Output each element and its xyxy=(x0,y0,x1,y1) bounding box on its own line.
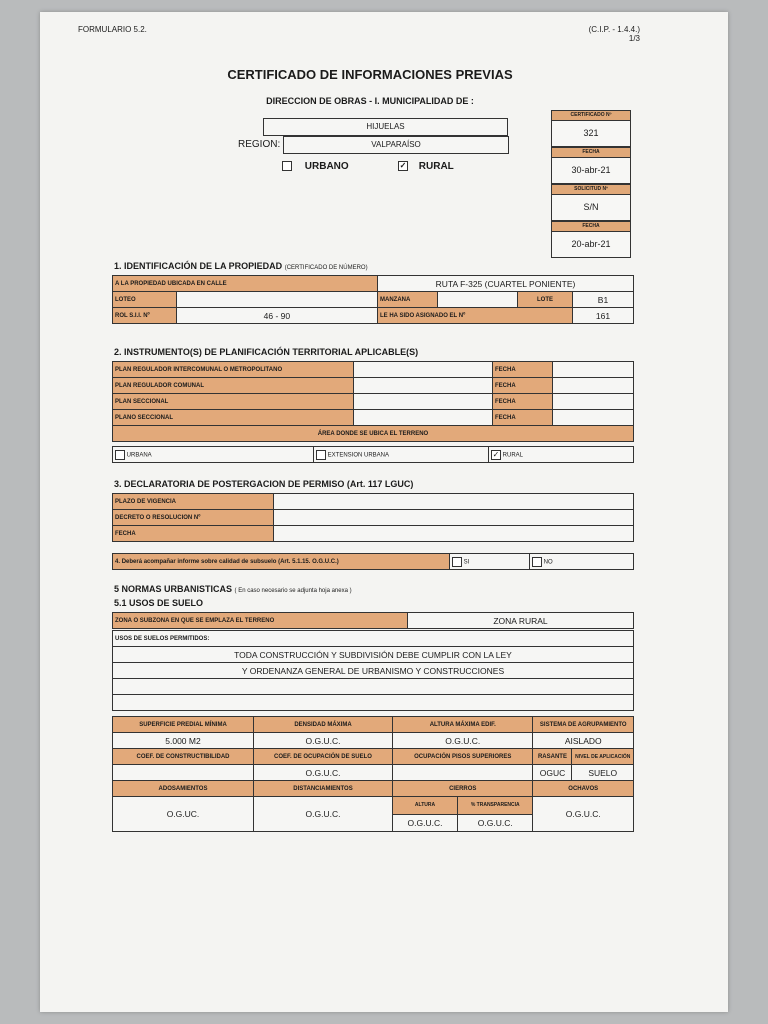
page-number: 1/3 xyxy=(628,34,640,43)
rural-option xyxy=(398,161,454,172)
urbana-label: URBANA xyxy=(126,452,152,459)
si-checkbox xyxy=(452,557,462,567)
urbana-option xyxy=(113,447,314,463)
section-5-note: ( En caso necesario se adjunta hoja anexa ) xyxy=(234,588,352,594)
manzana-label: MANZANA xyxy=(378,292,438,308)
loteo-label: LOTEO xyxy=(113,292,177,308)
adosamientos-value: O.G.UC. xyxy=(113,797,254,832)
cert-number: 321 xyxy=(551,121,631,147)
rol-value: 46 - 90 xyxy=(176,308,377,324)
subsoil-text: Deberá acompañar informe sobre calidad de subsuelo (Art. 5.1.15. O.G.U.C.) xyxy=(121,558,339,565)
uses-line-3 xyxy=(113,679,634,695)
extension-label: EXTENSION URBANA xyxy=(327,452,390,459)
cert-number-label: CERTIFICADO Nº xyxy=(551,110,631,121)
document-subtitle: DIRECCION DE OBRAS - I. MUNICIPALIDAD DE : xyxy=(266,96,474,106)
rol-label: ROL S.I.I. Nº xyxy=(113,308,177,324)
density-header: DENSIDAD MÁXIMA xyxy=(254,717,393,733)
section-3-title: 3. DECLARATORIA DE POSTERGACION DE PERMISO (Art. 117 LGUC) xyxy=(114,479,414,489)
rural-area-label: RURAL xyxy=(502,452,524,459)
min-area-value: 5.000 M2 xyxy=(113,733,254,749)
level-header: NIVEL DE APLICACIÓN xyxy=(572,749,634,765)
section-5-title xyxy=(114,584,352,594)
extension-option xyxy=(314,447,489,463)
upper-floors-value xyxy=(393,765,533,781)
uses-line-4 xyxy=(113,695,634,711)
plano-seccional-value xyxy=(354,410,493,426)
section-5-heading: 5 NORMAS URBANISTICAS xyxy=(114,584,233,594)
rasante-header: RASANTE xyxy=(533,749,572,765)
form-code xyxy=(560,25,640,43)
fecha-value xyxy=(553,394,634,410)
fecha-label: FECHA xyxy=(493,378,553,394)
constructibility-value xyxy=(113,765,254,781)
uses-line-2: Y ORDENANZA GENERAL DE URBANISMO Y CONSTRUCCIONES xyxy=(113,663,634,679)
municipality-field: HIJUELAS xyxy=(263,118,508,136)
constructibility-header: COEF. DE CONSTRUCTIBILIDAD xyxy=(113,749,254,765)
density-value: O.G.U.C. xyxy=(254,733,393,749)
occupancy-header: COEF. DE OCUPACIÓN DE SUELO xyxy=(254,749,393,765)
uses-line-1: TODA CONSTRUCCIÓN Y SUBDIVISIÓN DEBE CUMPLIR CON LA LEY xyxy=(113,647,634,663)
no-checkbox xyxy=(532,557,542,567)
uses-label: USOS DE SUELOS PERMITIDOS: xyxy=(113,631,634,647)
zone-value: ZONA RURAL xyxy=(408,613,634,629)
postponement-table xyxy=(112,493,634,542)
rural-area-checkbox: ✓ xyxy=(492,449,500,459)
fecha-label: FECHA xyxy=(493,410,553,426)
plan-seccional-label: PLAN SECCIONAL xyxy=(113,394,354,410)
section-2-title: 2. INSTRUMENTO(S) DE PLANIFICACIÓN TERRITORIAL APLICABLE(S) xyxy=(114,347,419,357)
assigned-number-label: LE HA SIDO ASIGNADO EL Nº xyxy=(378,308,573,324)
plan-comunal-label: PLAN REGULADOR COMUNAL xyxy=(113,378,354,394)
decreto-label: DECRETO O RESOLUCION Nº xyxy=(113,510,274,526)
plazo-value xyxy=(274,494,634,510)
distanciamientos-header: DISTANCIAMIENTOS xyxy=(254,781,393,797)
lote-value: B1 xyxy=(573,292,634,308)
grouping-value: AISLADO xyxy=(533,733,634,749)
cierros-transparency-header: % TRANSPARENCIA xyxy=(458,797,533,815)
decreto-value xyxy=(274,510,634,526)
urbano-option xyxy=(282,161,349,172)
assigned-number-value: 161 xyxy=(573,308,634,324)
fecha-label: FECHA xyxy=(493,362,553,378)
grouping-header: SISTEMA DE AGRUPAMIENTO xyxy=(533,717,634,733)
si-label: SI xyxy=(463,559,470,566)
section-5-1-title: 5.1 USOS DE SUELO xyxy=(114,598,204,608)
street-value: RUTA F-325 (CUARTEL PONIENTE) xyxy=(378,276,634,292)
cert-date: 30-abr-21 xyxy=(551,158,631,184)
distanciamientos-value: O.G.U.C. xyxy=(254,797,393,832)
subsoil-si xyxy=(450,554,530,570)
rasante-value: OGUC xyxy=(533,765,572,781)
fecha-value xyxy=(553,362,634,378)
rural-checkbox: ✓ xyxy=(399,161,407,171)
upper-floors-header: OCUPACIÓN PISOS SUPERIORES xyxy=(393,749,533,765)
no-label: NO xyxy=(543,559,553,566)
height-value: O.G.U.C. xyxy=(393,733,533,749)
subsoil-no xyxy=(530,554,634,570)
fecha-3-value xyxy=(274,526,634,542)
urbano-checkbox xyxy=(282,161,292,171)
fecha-3-label: FECHA xyxy=(113,526,274,542)
request-number: S/N xyxy=(551,195,631,221)
rural-area-option xyxy=(489,447,634,463)
form-number: FORMULARIO 5.2. xyxy=(78,25,147,34)
fecha-value xyxy=(553,378,634,394)
ochavos-header: OCHAVOS xyxy=(533,781,634,797)
lote-label: LOTE xyxy=(518,292,573,308)
manzana-value xyxy=(438,292,518,308)
ochavos-value: O.G.U.C. xyxy=(533,797,634,832)
cierros-height-header: ALTURA xyxy=(393,797,458,815)
region-field: VALPARAÍSO xyxy=(283,136,509,154)
cierros-height-value: O.G.U.C. xyxy=(393,814,458,832)
loteo-value xyxy=(176,292,377,308)
urbana-checkbox xyxy=(115,450,125,460)
plan-comunal-value xyxy=(354,378,493,394)
fecha-value xyxy=(553,410,634,426)
plan-intercomunal-label: PLAN REGULADOR INTERCOMUNAL O METROPOLITANO xyxy=(113,362,354,378)
plan-seccional-value xyxy=(354,394,493,410)
cierros-header: CIERROS xyxy=(393,781,533,797)
form-code-text: (C.I.P. - 1.4.4.) xyxy=(588,25,640,34)
plan-intercomunal-value xyxy=(354,362,493,378)
level-value: SUELO xyxy=(572,765,634,781)
extension-checkbox xyxy=(316,450,326,460)
min-area-header: SUPERFICIE PREDIAL MÍNIMA xyxy=(113,717,254,733)
zone-table xyxy=(112,612,634,629)
property-table xyxy=(112,275,634,324)
urbano-label: URBANO xyxy=(304,161,349,172)
request-date-label: FECHA xyxy=(551,221,631,232)
height-header: ALTURA MÁXIMA EDIF. xyxy=(393,717,533,733)
area-header: ÁREA DONDE SE UBICA EL TERRENO xyxy=(113,426,634,442)
occupancy-value: O.G.U.C. xyxy=(254,765,393,781)
subsoil-label xyxy=(113,554,450,570)
section-1-heading: 1. IDENTIFICACIÓN DE LA PROPIEDAD xyxy=(114,261,283,271)
request-number-label: SOLICITUD Nº xyxy=(551,184,631,195)
zone-label: ZONA O SUBZONA EN QUE SE EMPLAZA EL TERRENO xyxy=(113,613,408,629)
section-1-note: (CERTIFICADO DE NÚMERO) xyxy=(284,265,368,271)
rural-label: RURAL xyxy=(418,161,454,172)
subsoil-row xyxy=(112,553,634,570)
document-title: CERTIFICADO DE INFORMACIONES PREVIAS xyxy=(227,67,513,82)
norms-table xyxy=(112,716,634,832)
section-1-title xyxy=(114,261,368,271)
fecha-label: FECHA xyxy=(493,394,553,410)
plano-seccional-label: PLANO SECCIONAL xyxy=(113,410,354,426)
section-4-number: 4. xyxy=(115,558,121,565)
street-label: A LA PROPIEDAD UBICADA EN CALLE xyxy=(113,276,378,292)
cert-date-label: FECHA xyxy=(551,147,631,158)
region-label: REGION: xyxy=(238,139,281,150)
certificate-panel xyxy=(551,110,631,258)
planning-table xyxy=(112,361,634,442)
cierros-transparency-value: O.G.U.C. xyxy=(458,814,533,832)
uses-table xyxy=(112,630,634,711)
plazo-label: PLAZO DE VIGENCIA xyxy=(113,494,274,510)
adosamientos-header: ADOSAMIENTOS xyxy=(113,781,254,797)
request-date: 20-abr-21 xyxy=(551,232,631,258)
area-options xyxy=(112,446,634,463)
